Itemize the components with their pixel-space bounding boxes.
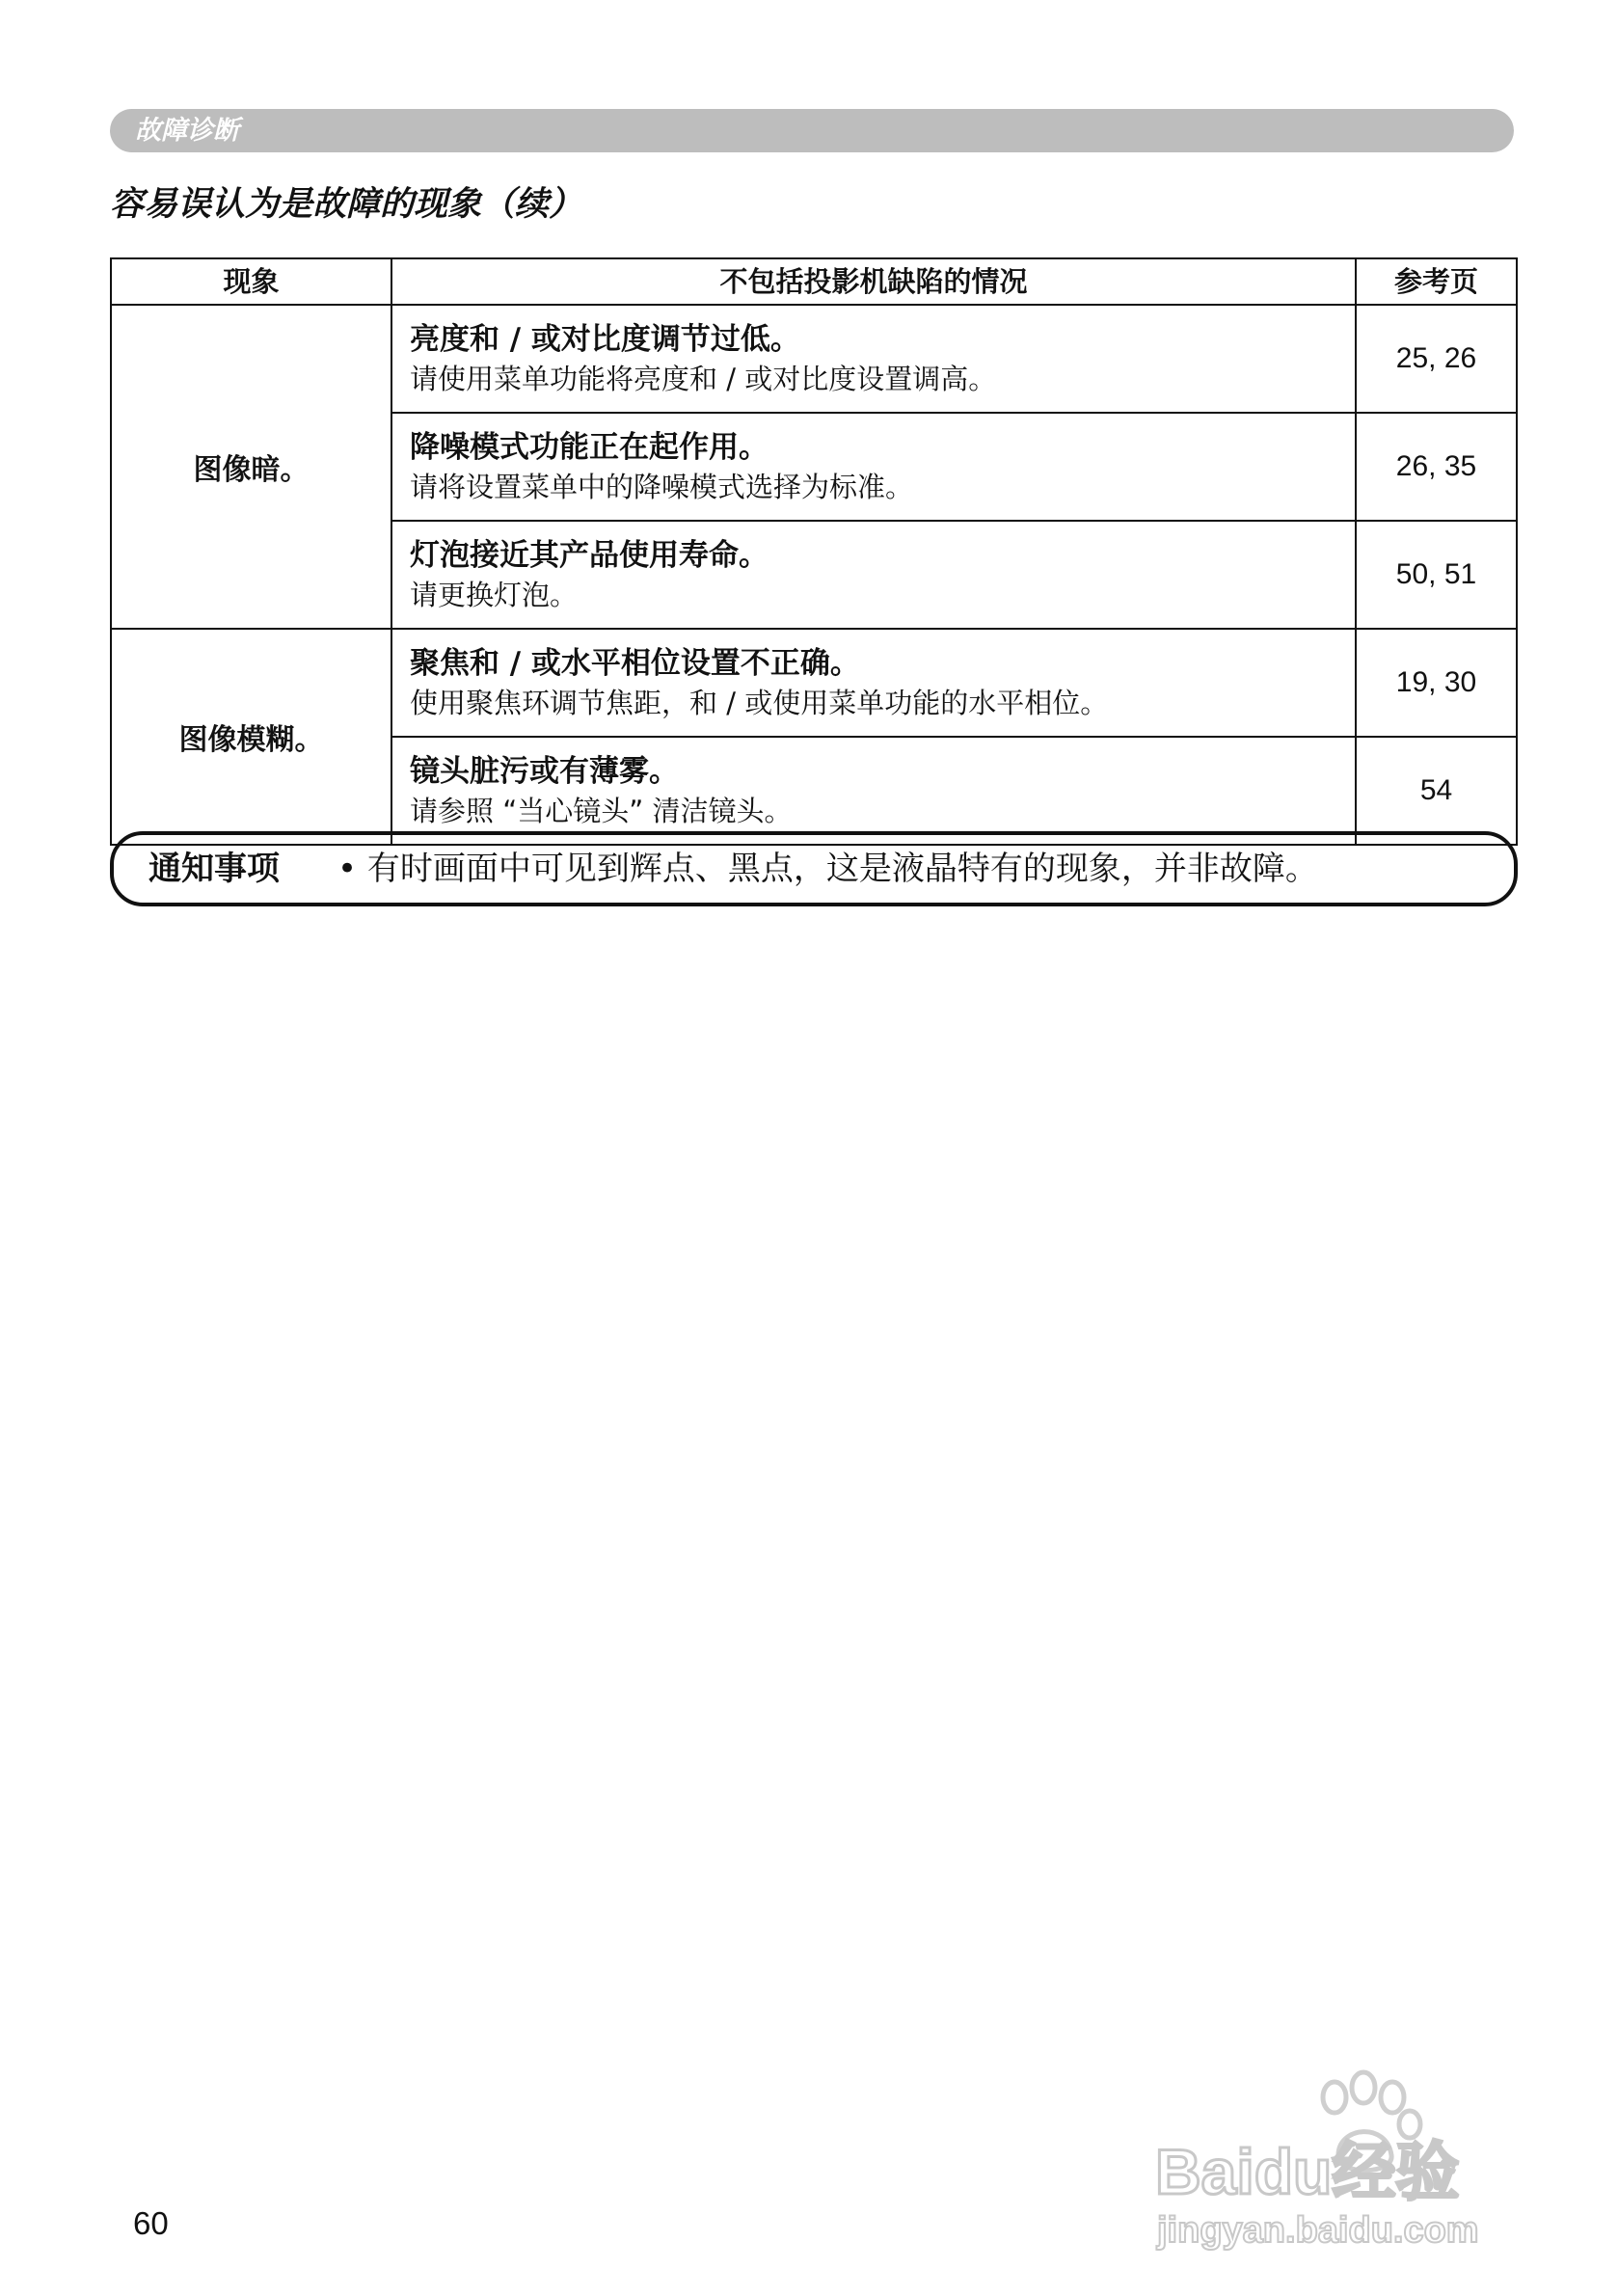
table-header-row bbox=[111, 258, 1517, 305]
reference-page: 25, 26 bbox=[1356, 305, 1517, 413]
table-row bbox=[111, 305, 1517, 413]
situation-cell bbox=[391, 305, 1356, 413]
situation-cell bbox=[391, 413, 1356, 521]
column-header-symptom: 现象 bbox=[111, 258, 391, 305]
situation-cell bbox=[391, 629, 1356, 737]
reference-page: 54 bbox=[1356, 737, 1517, 845]
column-header-situation: 不包括投影机缺陷的情况 bbox=[391, 258, 1356, 305]
baidu-jingyan-watermark bbox=[1155, 2068, 1560, 2252]
symptom-cell: 图像模糊。 bbox=[111, 629, 391, 845]
notice-box bbox=[110, 831, 1518, 906]
reference-page: 19, 30 bbox=[1356, 629, 1517, 737]
situation-title: 镜头脏污或有薄雾。 bbox=[410, 754, 679, 789]
section-bar bbox=[110, 109, 1514, 152]
situation-desc: 使用聚焦环调节焦距，和 / 或使用菜单功能的水平相位。 bbox=[410, 687, 1109, 719]
column-header-reference: 参考页 bbox=[1356, 258, 1517, 305]
situation-title: 降噪模式功能正在起作用。 bbox=[410, 430, 769, 465]
situation-desc: 请将设置菜单中的降噪模式选择为标准。 bbox=[410, 471, 914, 503]
situation-desc: 请使用菜单功能将亮度和 / 或对比度设置调高。 bbox=[410, 363, 997, 395]
page-title: 容易误认为是故障的现象（续） bbox=[110, 185, 583, 224]
situation-cell bbox=[391, 737, 1356, 845]
situation-desc: 请更换灯泡。 bbox=[410, 579, 579, 611]
table-row bbox=[111, 629, 1517, 737]
troubleshooting-table bbox=[110, 257, 1518, 846]
situation-desc: 请参照 “当心镜头” 清洁镜头。 bbox=[410, 795, 793, 827]
reference-page: 26, 35 bbox=[1356, 413, 1517, 521]
reference-page: 50, 51 bbox=[1356, 521, 1517, 629]
symptom-cell: 图像暗。 bbox=[111, 305, 391, 629]
situation-title: 亮度和 / 或对比度调节过低。 bbox=[410, 322, 800, 357]
notice-text: • 有时画面中可见到辉点、黑点，这是液晶特有的现象，并非故障。 bbox=[337, 850, 1318, 888]
situation-cell bbox=[391, 521, 1356, 629]
notice-label: 通知事项 bbox=[148, 850, 280, 888]
situation-title: 灯泡接近其产品使用寿命。 bbox=[410, 538, 769, 573]
section-label: 故障诊断 bbox=[135, 116, 239, 146]
situation-title: 聚焦和 / 或水平相位设置不正确。 bbox=[410, 646, 860, 681]
page-number: 60 bbox=[133, 2205, 169, 2241]
watermark-url: jingyan.baidu.com bbox=[1157, 2210, 1479, 2251]
watermark-brand: Baidu经验 bbox=[1155, 2136, 1460, 2207]
